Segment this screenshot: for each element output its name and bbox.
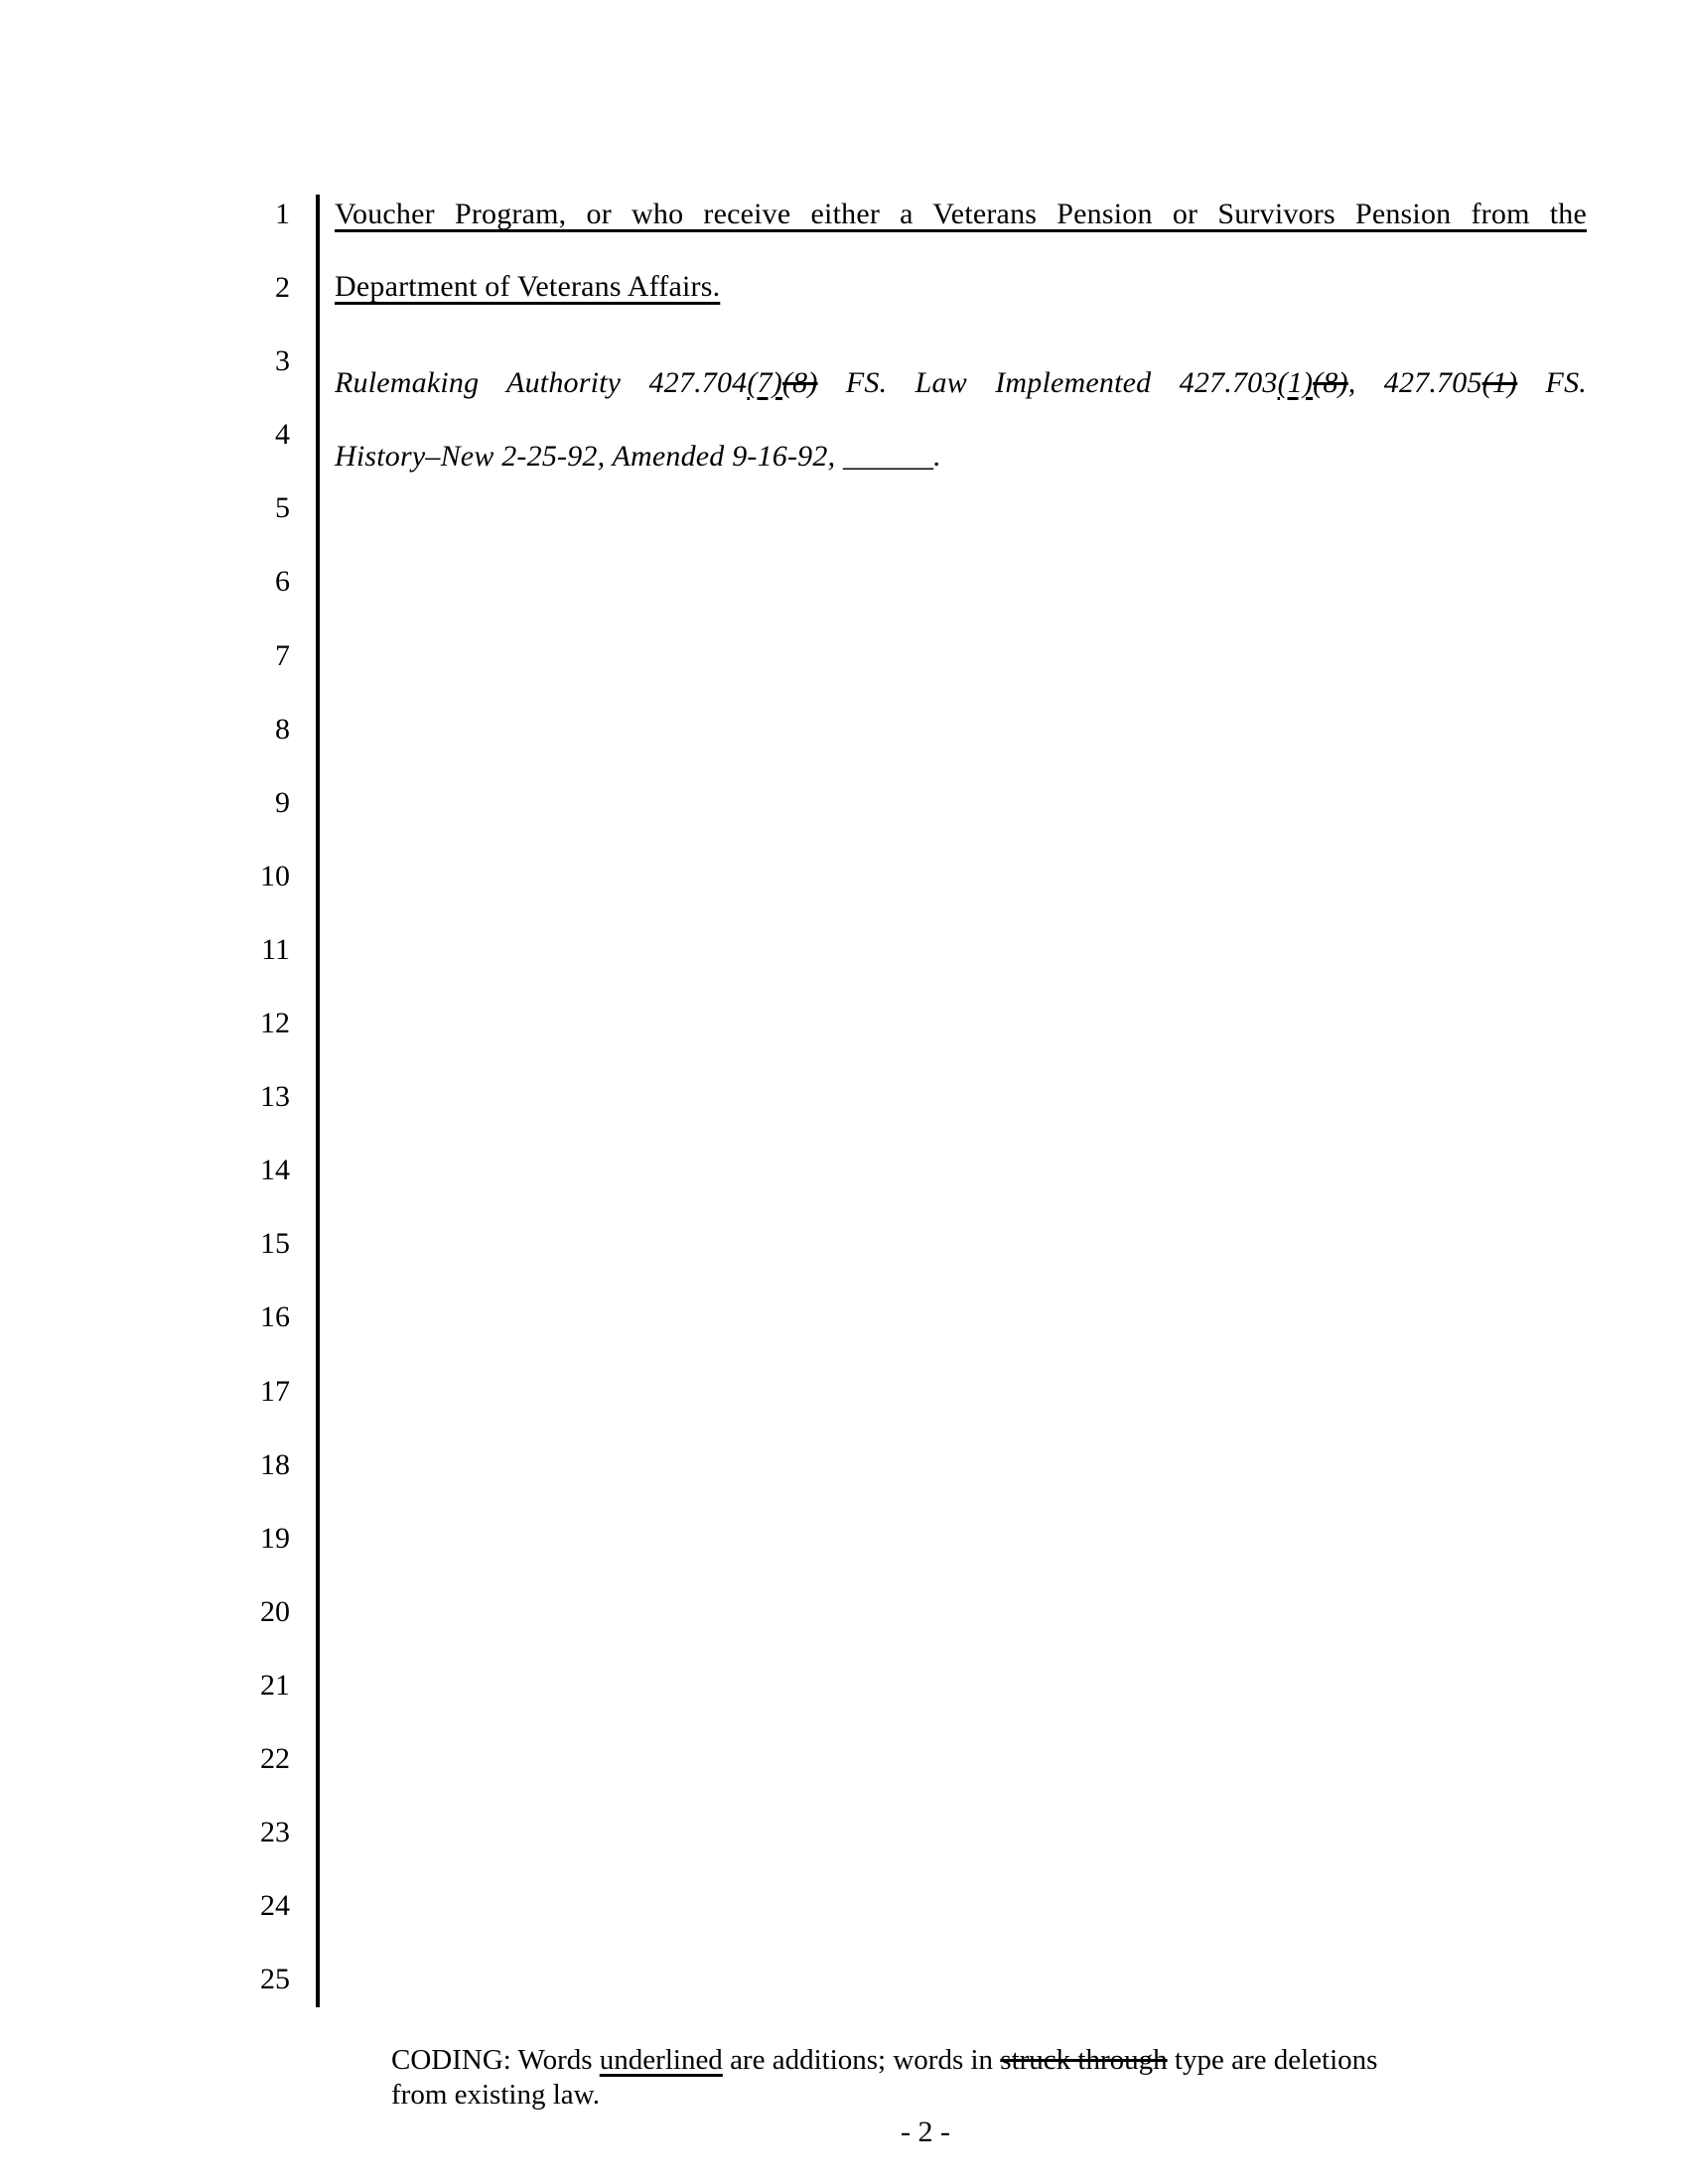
added-text: (7) bbox=[747, 366, 782, 399]
line-number: 16 bbox=[260, 1300, 290, 1334]
rulemaking-authority-line bbox=[335, 363, 1587, 403]
line-number: 5 bbox=[275, 491, 290, 525]
text-segment: are additions; words in bbox=[722, 2044, 1001, 2076]
line-number: 3 bbox=[275, 344, 290, 378]
line-number: 25 bbox=[260, 1963, 290, 1996]
line-number: 18 bbox=[260, 1447, 290, 1481]
body-line-2 bbox=[335, 267, 1587, 307]
line-number: 19 bbox=[260, 1521, 290, 1555]
line-number: 23 bbox=[260, 1816, 290, 1849]
coding-note-line-2: from existing law. bbox=[391, 2079, 600, 2111]
line-number: 9 bbox=[275, 785, 290, 819]
deleted-text: struck through bbox=[1000, 2044, 1168, 2076]
line-number: 17 bbox=[260, 1374, 290, 1408]
text-segment: , 427.705 bbox=[1347, 366, 1482, 399]
deleted-text: (8) bbox=[1313, 366, 1348, 399]
line-number: 15 bbox=[260, 1227, 290, 1261]
line-number: 10 bbox=[260, 859, 290, 892]
coding-note bbox=[391, 2043, 1553, 2113]
added-text: Department of Veterans Affairs. bbox=[335, 270, 721, 303]
line-number: 8 bbox=[275, 712, 290, 746]
text-segment: FS. Law Implemented 427.703 bbox=[817, 366, 1278, 399]
line-number: 6 bbox=[275, 565, 290, 599]
text-segment: type are deletions bbox=[1167, 2044, 1378, 2076]
line-number: 4 bbox=[275, 418, 290, 452]
line-number: 7 bbox=[275, 638, 290, 672]
line-number: 24 bbox=[260, 1889, 290, 1923]
line-number: 21 bbox=[260, 1668, 290, 1702]
text-segment: CODING: Words bbox=[391, 2044, 600, 2076]
history-line bbox=[335, 437, 1587, 477]
coding-note-line-1 bbox=[391, 2043, 1553, 2078]
line-number: 22 bbox=[260, 1741, 290, 1775]
line-number: 2 bbox=[275, 271, 290, 305]
line-number: 12 bbox=[260, 1007, 290, 1040]
text-segment: Rulemaking Authority 427.704 bbox=[335, 366, 748, 399]
line-number: 11 bbox=[261, 932, 290, 966]
deleted-text: (8) bbox=[781, 366, 818, 399]
margin-rule bbox=[316, 195, 320, 2007]
line-number: 1 bbox=[275, 198, 290, 230]
text-segment: FS. bbox=[1517, 366, 1587, 399]
added-text: (1) bbox=[1277, 366, 1314, 399]
line-number: 13 bbox=[260, 1080, 290, 1114]
added-text: underlined bbox=[599, 2044, 723, 2076]
page-number: - 2 - bbox=[901, 2116, 950, 2148]
line-number: 14 bbox=[260, 1154, 290, 1187]
deleted-text: (1) bbox=[1481, 366, 1518, 399]
text-segment: History–New 2-25-92, Amended 9-16-92, ______. bbox=[335, 440, 941, 473]
body-line-1 bbox=[335, 195, 1587, 234]
line-number: 20 bbox=[260, 1594, 290, 1628]
line-number-column bbox=[0, 178, 290, 2016]
added-text: Voucher Program, or who receive either a Veterans Pension or Survivors Pension from the bbox=[335, 198, 1587, 230]
